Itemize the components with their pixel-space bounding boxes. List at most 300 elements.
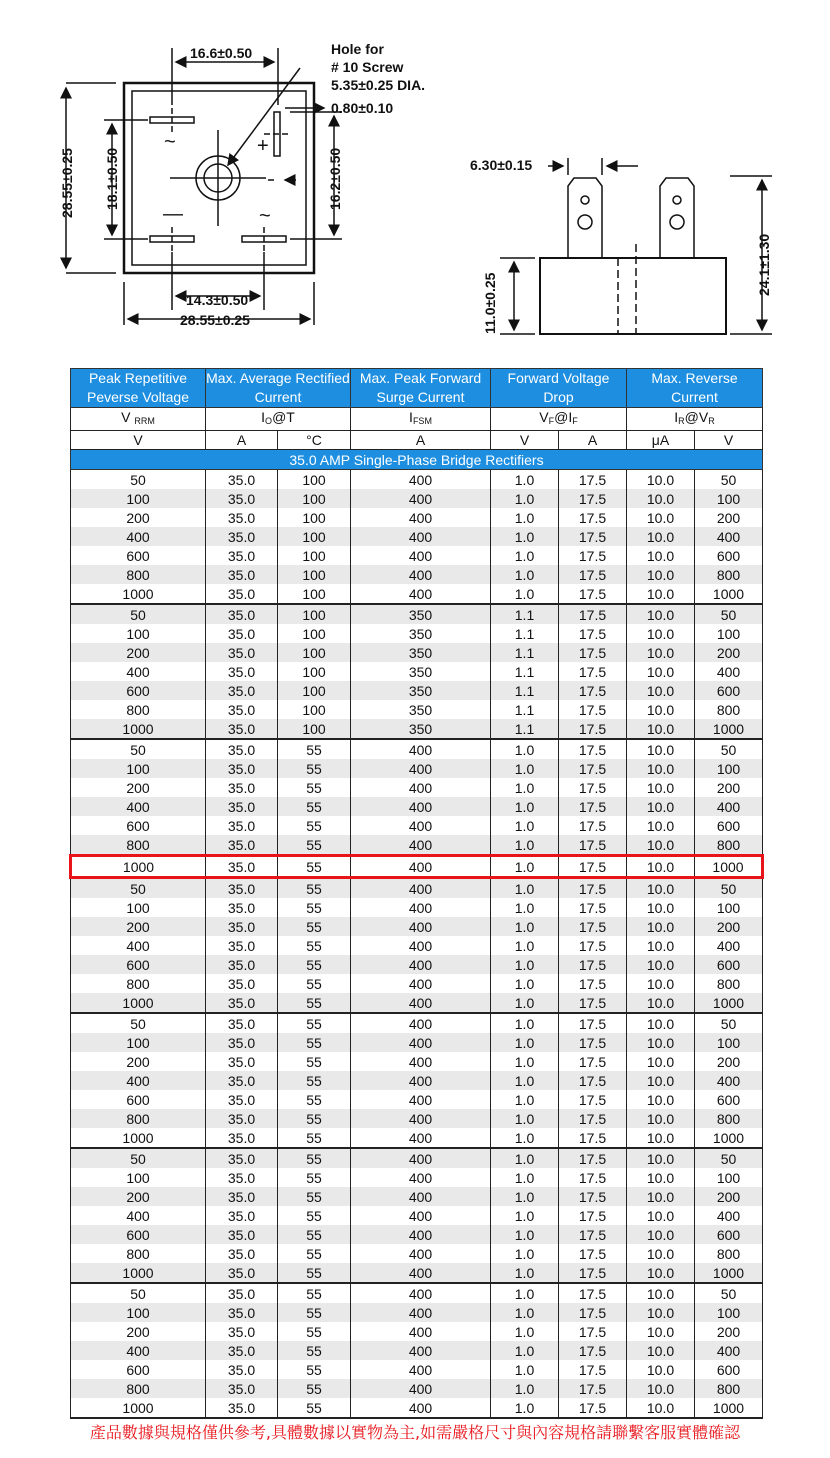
table-cell: 55 <box>278 856 351 878</box>
table-cell: 17.5 <box>559 508 627 527</box>
table-cell: 100 <box>695 624 763 643</box>
table-row <box>71 546 763 565</box>
table-cell: 35.0 <box>206 816 278 835</box>
table-cell: 1000 <box>695 1263 763 1283</box>
table-cell: 200 <box>695 1187 763 1206</box>
table-cell: 600 <box>695 681 763 700</box>
table-cell: 800 <box>695 700 763 719</box>
table-row <box>71 993 763 1013</box>
table-cell: 35.0 <box>206 662 278 681</box>
table-cell: 600 <box>71 1360 206 1379</box>
dim-terminal-spacing-v: 18.1±0.50 <box>104 147 120 210</box>
table-cell: 17.5 <box>559 489 627 508</box>
table-cell: 400 <box>351 1303 491 1322</box>
table-cell: 400 <box>351 778 491 797</box>
table-cell: 1.1 <box>491 624 559 643</box>
table-cell: 1.0 <box>491 1071 559 1090</box>
table-cell: 55 <box>278 1360 351 1379</box>
header-vrrm: Peak Repetitive Peverse Voltage <box>71 369 206 408</box>
table-cell: 10.0 <box>627 797 695 816</box>
table-row <box>71 955 763 974</box>
table-row <box>71 1398 763 1418</box>
unit-cell: °C <box>278 431 351 450</box>
table-row <box>71 527 763 546</box>
table-cell: 400 <box>351 974 491 993</box>
table-cell: 10.0 <box>627 1052 695 1071</box>
table-cell: 55 <box>278 1225 351 1244</box>
table-cell: 50 <box>71 1013 206 1033</box>
table-cell: 200 <box>695 778 763 797</box>
table-cell: 1.0 <box>491 546 559 565</box>
table-cell: 17.5 <box>559 993 627 1013</box>
table-cell: 100 <box>278 489 351 508</box>
header-ir: Max. Reverse Current <box>627 369 763 408</box>
table-cell: 10.0 <box>627 835 695 856</box>
table-row <box>71 1263 763 1283</box>
table-cell: 17.5 <box>559 974 627 993</box>
dim-body-thickness: 11.0±0.25 <box>482 272 498 334</box>
table-cell: 35.0 <box>206 643 278 662</box>
table-cell: 10.0 <box>627 739 695 759</box>
table-cell: 17.5 <box>559 624 627 643</box>
table-cell: 50 <box>695 1283 763 1303</box>
table-cell: 35.0 <box>206 759 278 778</box>
unit-cell: V <box>71 431 206 450</box>
table-cell: 400 <box>351 1244 491 1263</box>
table-cell: 100 <box>278 546 351 565</box>
table-cell: 10.0 <box>627 856 695 878</box>
table-cell: 55 <box>278 1071 351 1090</box>
table-cell: 100 <box>278 681 351 700</box>
table-cell: 1.0 <box>491 739 559 759</box>
table-cell: 400 <box>351 955 491 974</box>
table-cell: 400 <box>351 759 491 778</box>
table-cell: 1000 <box>71 1128 206 1148</box>
table-cell: 800 <box>71 1109 206 1128</box>
table-cell: 17.5 <box>559 936 627 955</box>
table-cell: 1.1 <box>491 700 559 719</box>
table-cell: 400 <box>351 1148 491 1168</box>
table-cell: 400 <box>351 1225 491 1244</box>
table-cell: 200 <box>695 917 763 936</box>
table-cell: 1.0 <box>491 1187 559 1206</box>
table-cell: 800 <box>695 1379 763 1398</box>
table-cell: 17.5 <box>559 527 627 546</box>
table-cell: 17.5 <box>559 797 627 816</box>
table-cell: 100 <box>278 604 351 624</box>
table-cell: 800 <box>695 1109 763 1128</box>
table-cell: 600 <box>695 546 763 565</box>
table-row <box>71 1225 763 1244</box>
table-cell: 10.0 <box>627 1379 695 1398</box>
table-cell: 400 <box>351 1322 491 1341</box>
symbol-ifsm: $I_{FSM}$ <box>351 408 491 431</box>
table-cell: 1.0 <box>491 1052 559 1071</box>
table-cell: 100 <box>71 898 206 917</box>
table-cell: 100 <box>278 565 351 584</box>
table-cell: 400 <box>351 1128 491 1148</box>
unit-cell: A <box>206 431 278 450</box>
table-cell: 10.0 <box>627 1187 695 1206</box>
table-cell: 35.0 <box>206 546 278 565</box>
table-cell: 10.0 <box>627 1263 695 1283</box>
table-cell: 600 <box>695 1360 763 1379</box>
table-cell: 1.0 <box>491 1148 559 1168</box>
table-cell: 35.0 <box>206 700 278 719</box>
table-cell: 10.0 <box>627 936 695 955</box>
table-cell: 800 <box>71 1379 206 1398</box>
table-cell: 35.0 <box>206 835 278 856</box>
table-row <box>71 759 763 778</box>
header-io: Max. Average Rectified Current <box>206 369 351 408</box>
table-cell: 400 <box>351 1052 491 1071</box>
table-cell: 400 <box>351 1090 491 1109</box>
table-cell: 1000 <box>695 1398 763 1418</box>
table-row <box>71 1244 763 1263</box>
table-cell: 1.0 <box>491 1263 559 1283</box>
dim-hole-offset: 16.2±0.50 <box>327 147 343 210</box>
table-row <box>71 1033 763 1052</box>
table-cell: 35.0 <box>206 1071 278 1090</box>
table-cell: 55 <box>278 1263 351 1283</box>
table-cell: 17.5 <box>559 643 627 662</box>
table-cell: 600 <box>71 1225 206 1244</box>
table-cell: 17.5 <box>559 1128 627 1148</box>
table-cell: 400 <box>351 1187 491 1206</box>
table-cell: 35.0 <box>206 936 278 955</box>
hole-note-3: 5.35±0.25 DIA. <box>331 77 426 93</box>
table-cell: 10.0 <box>627 1071 695 1090</box>
table-cell: 17.5 <box>559 1303 627 1322</box>
table-row <box>71 797 763 816</box>
ac-symbol-top: ~ <box>164 131 176 153</box>
table-cell: 17.5 <box>559 878 627 899</box>
table-cell: 1.1 <box>491 719 559 739</box>
table-cell: 35.0 <box>206 565 278 584</box>
table-cell: 1.0 <box>491 1090 559 1109</box>
table-cell: 35.0 <box>206 878 278 899</box>
table-cell: 35.0 <box>206 584 278 604</box>
footer-disclaimer: 產品數據與規格僅供參考,具體數據以實物為主,如需嚴格尺寸與內容規格請聯繫客服實體確認 <box>89 1423 741 1442</box>
table-cell: 10.0 <box>627 643 695 662</box>
table-cell: 17.5 <box>559 1398 627 1418</box>
table-cell: 200 <box>71 1187 206 1206</box>
table-cell: 1.0 <box>491 917 559 936</box>
symbol-vrrm: V $_{RRM}$ <box>71 408 206 431</box>
table-cell: 10.0 <box>627 878 695 899</box>
table-cell: 100 <box>695 1033 763 1052</box>
table-header-row <box>71 369 763 408</box>
table-cell: 55 <box>278 835 351 856</box>
table-cell: 350 <box>351 700 491 719</box>
table-cell: 400 <box>71 936 206 955</box>
table-cell: 400 <box>351 584 491 604</box>
table-cell: 10.0 <box>627 974 695 993</box>
table-row <box>71 604 763 624</box>
table-cell: 35.0 <box>206 604 278 624</box>
table-cell: 10.0 <box>627 662 695 681</box>
table-cell: 55 <box>278 1128 351 1148</box>
table-cell: 1.0 <box>491 974 559 993</box>
table-cell: 35.0 <box>206 1360 278 1379</box>
table-cell: 55 <box>278 1283 351 1303</box>
table-cell: 1.0 <box>491 1168 559 1187</box>
dim-overall-height: 24.1±1.30 <box>756 233 772 296</box>
table-cell: 50 <box>71 739 206 759</box>
table-cell: 400 <box>351 508 491 527</box>
table-cell: 55 <box>278 778 351 797</box>
header-vf: Forward Voltage Drop <box>491 369 627 408</box>
table-cell: 100 <box>278 527 351 546</box>
table-cell: 400 <box>695 936 763 955</box>
table-cell: 400 <box>351 470 491 490</box>
table-cell: 17.5 <box>559 898 627 917</box>
table-cell: 1.0 <box>491 527 559 546</box>
table-cell: 100 <box>695 759 763 778</box>
table-cell: 10.0 <box>627 1398 695 1418</box>
table-cell: 17.5 <box>559 856 627 878</box>
table-symbol-row <box>71 408 763 431</box>
table-cell: 1000 <box>71 856 206 878</box>
table-row <box>71 1322 763 1341</box>
table-cell: 35.0 <box>206 1148 278 1168</box>
table-cell: 1000 <box>695 993 763 1013</box>
table-row <box>71 681 763 700</box>
table-cell: 17.5 <box>559 681 627 700</box>
table-cell: 100 <box>71 624 206 643</box>
table-cell: 1.0 <box>491 1109 559 1128</box>
table-cell: 800 <box>71 565 206 584</box>
table-cell: 10.0 <box>627 1322 695 1341</box>
table-cell: 55 <box>278 1303 351 1322</box>
table-cell: 55 <box>278 1052 351 1071</box>
table-cell: 17.5 <box>559 470 627 490</box>
table-cell: 10.0 <box>627 1206 695 1225</box>
table-cell: 10.0 <box>627 1109 695 1128</box>
table-row <box>71 1109 763 1128</box>
table-row <box>71 816 763 835</box>
table-cell: 600 <box>71 1090 206 1109</box>
table-cell: 100 <box>71 489 206 508</box>
table-row <box>71 739 763 759</box>
table-row <box>71 1168 763 1187</box>
table-cell: 35.0 <box>206 1322 278 1341</box>
table-cell: 100 <box>71 1033 206 1052</box>
table-cell: 50 <box>695 604 763 624</box>
table-cell: 800 <box>695 974 763 993</box>
hole-note-2: # 10 Screw <box>331 59 404 75</box>
table-cell: 400 <box>351 1379 491 1398</box>
table-cell: 10.0 <box>627 624 695 643</box>
table-cell: 10.0 <box>627 681 695 700</box>
table-cell: 10.0 <box>627 955 695 974</box>
dim-side-terminal-width: 6.30±0.15 <box>470 157 533 173</box>
table-unit-row <box>71 431 763 450</box>
table-cell: 400 <box>351 527 491 546</box>
table-cell: 35.0 <box>206 508 278 527</box>
table-cell: 10.0 <box>627 898 695 917</box>
table-cell: 1.0 <box>491 993 559 1013</box>
table-cell: 55 <box>278 797 351 816</box>
table-cell: 17.5 <box>559 1090 627 1109</box>
table-cell: 400 <box>351 878 491 899</box>
table-cell: 1.0 <box>491 470 559 490</box>
table-cell: 17.5 <box>559 759 627 778</box>
table-cell: 400 <box>71 797 206 816</box>
table-cell: 100 <box>278 584 351 604</box>
table-cell: 400 <box>351 1168 491 1187</box>
table-cell: 35.0 <box>206 470 278 490</box>
table-cell: 400 <box>695 797 763 816</box>
table-cell: 55 <box>278 917 351 936</box>
table-cell: 400 <box>71 1206 206 1225</box>
table-cell: 17.5 <box>559 1148 627 1168</box>
table-cell: 1.1 <box>491 604 559 624</box>
table-cell: 17.5 <box>559 1206 627 1225</box>
table-cell: 400 <box>351 565 491 584</box>
table-cell: 350 <box>351 681 491 700</box>
table-cell: 1.1 <box>491 662 559 681</box>
table-cell: 200 <box>71 1322 206 1341</box>
table-cell: 50 <box>71 1148 206 1168</box>
table-cell: 10.0 <box>627 993 695 1013</box>
table-cell: 400 <box>351 739 491 759</box>
table-section-title-row <box>71 450 763 470</box>
table-cell: 1.0 <box>491 1283 559 1303</box>
table-cell: 17.5 <box>559 1225 627 1244</box>
table-cell: 1.0 <box>491 489 559 508</box>
table-cell: 400 <box>351 1283 491 1303</box>
table-cell: 1.1 <box>491 643 559 662</box>
table-cell: 17.5 <box>559 700 627 719</box>
table-cell: 200 <box>71 643 206 662</box>
spec-table <box>69 368 764 1419</box>
table-cell: 100 <box>695 1303 763 1322</box>
table-cell: 400 <box>351 1360 491 1379</box>
table-cell: 17.5 <box>559 1379 627 1398</box>
table-cell: 200 <box>71 508 206 527</box>
table-cell: 10.0 <box>627 1283 695 1303</box>
table-cell: 10.0 <box>627 1360 695 1379</box>
table-cell: 400 <box>351 489 491 508</box>
table-row <box>71 1360 763 1379</box>
table-cell: 17.5 <box>559 604 627 624</box>
table-cell: 10.0 <box>627 489 695 508</box>
symbol-io: $I_O@T$ <box>206 408 351 431</box>
table-cell: 1.0 <box>491 759 559 778</box>
table-row <box>71 624 763 643</box>
table-cell: 400 <box>351 1033 491 1052</box>
table-cell: 10.0 <box>627 1341 695 1360</box>
unit-cell: A <box>559 431 627 450</box>
table-cell: 35.0 <box>206 1303 278 1322</box>
table-cell: 100 <box>71 1168 206 1187</box>
table-cell: 100 <box>695 1168 763 1187</box>
table-cell: 55 <box>278 974 351 993</box>
table-cell: 17.5 <box>559 1168 627 1187</box>
table-cell: 10.0 <box>627 816 695 835</box>
table-cell: 1000 <box>695 856 763 878</box>
table-cell: 10.0 <box>627 1148 695 1168</box>
table-cell: 55 <box>278 1090 351 1109</box>
table-cell: 800 <box>695 835 763 856</box>
header-ifsm: Max. Peak Forward Surge Current <box>351 369 491 408</box>
table-cell: 35.0 <box>206 1225 278 1244</box>
table-cell: 35.0 <box>206 527 278 546</box>
table-cell: 1000 <box>71 584 206 604</box>
table-row <box>71 974 763 993</box>
table-cell: 400 <box>695 527 763 546</box>
table-cell: 400 <box>351 1071 491 1090</box>
table-cell: 55 <box>278 1187 351 1206</box>
table-cell: 1.0 <box>491 508 559 527</box>
table-cell: 55 <box>278 1398 351 1418</box>
table-cell: 10.0 <box>627 759 695 778</box>
table-cell: 35.0 <box>206 1187 278 1206</box>
table-cell: 600 <box>71 681 206 700</box>
table-cell: 400 <box>351 1206 491 1225</box>
table-cell: 17.5 <box>559 917 627 936</box>
table-cell: 100 <box>278 700 351 719</box>
table-cell: 350 <box>351 604 491 624</box>
table-row <box>71 700 763 719</box>
table-row <box>71 936 763 955</box>
table-cell: 55 <box>278 1033 351 1052</box>
table-cell: 600 <box>695 1225 763 1244</box>
dim-terminal-thickness: 0.80±0.10 <box>331 100 394 116</box>
table-cell: 800 <box>695 1244 763 1263</box>
table-cell: 100 <box>278 719 351 739</box>
table-cell: 1.0 <box>491 878 559 899</box>
table-cell: 17.5 <box>559 546 627 565</box>
table-cell: 35.0 <box>206 974 278 993</box>
table-cell: 10.0 <box>627 604 695 624</box>
table-cell: 1.0 <box>491 1225 559 1244</box>
table-cell: 1.1 <box>491 681 559 700</box>
unit-cell: μA <box>627 431 695 450</box>
unit-cell: V <box>695 431 763 450</box>
table-cell: 55 <box>278 1013 351 1033</box>
table-cell: 35.0 <box>206 917 278 936</box>
table-cell: 400 <box>695 1206 763 1225</box>
table-cell: 1.0 <box>491 797 559 816</box>
table-cell: 400 <box>351 917 491 936</box>
table-cell: 1.0 <box>491 584 559 604</box>
table-cell: 55 <box>278 1148 351 1168</box>
side-view <box>500 158 772 334</box>
table-row <box>71 1283 763 1303</box>
section-title: 35.0 AMP Single-Phase Bridge Rectifiers <box>71 450 763 470</box>
table-cell: 10.0 <box>627 1013 695 1033</box>
table-row <box>71 1128 763 1148</box>
table-cell: 400 <box>351 993 491 1013</box>
unit-cell: V <box>491 431 559 450</box>
table-cell: 35.0 <box>206 1398 278 1418</box>
table-cell: 400 <box>71 527 206 546</box>
table-cell: 400 <box>351 797 491 816</box>
table-cell: 1000 <box>695 1128 763 1148</box>
table-row <box>71 778 763 797</box>
table-cell: 35.0 <box>206 797 278 816</box>
table-cell: 400 <box>351 546 491 565</box>
table-cell: 10.0 <box>627 470 695 490</box>
table-cell: 1.0 <box>491 1033 559 1052</box>
table-cell: 1.0 <box>491 936 559 955</box>
table-cell: 400 <box>71 662 206 681</box>
table-cell: 50 <box>71 470 206 490</box>
table-cell: 800 <box>71 1244 206 1263</box>
table-cell: 10.0 <box>627 584 695 604</box>
